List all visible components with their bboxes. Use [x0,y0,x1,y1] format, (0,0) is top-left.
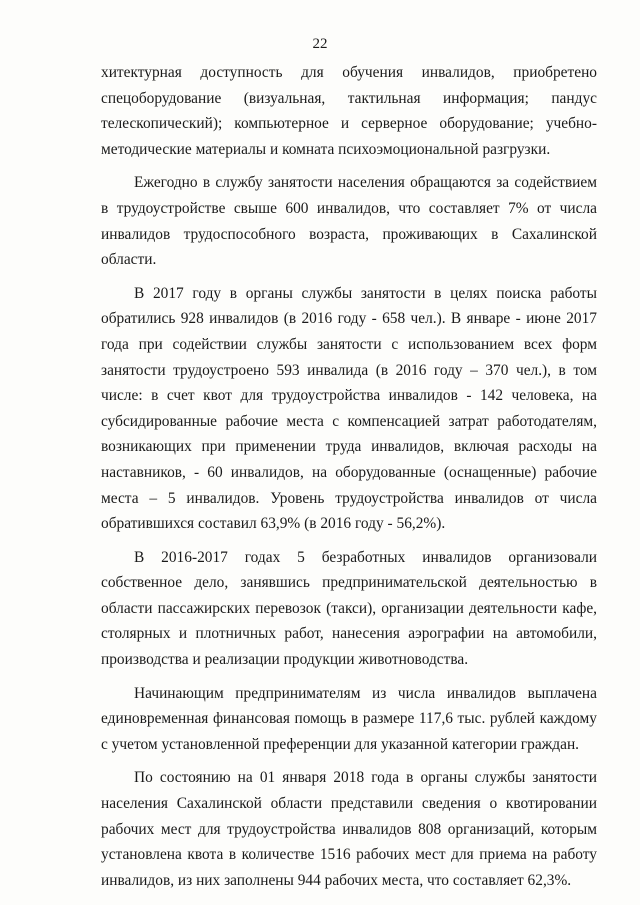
paragraph-entrepreneurship: В 2016-2017 годах 5 безработных инвалидов организовали собственное дело, занявшись предпринимательской деятельностью в области пассажирских перевозок (такси), организации деятельности кафе, столярных и плотничных работ, нанесения аэрографии на автомобили, производства и реализации продукции животноводства. [101,548,597,669]
page-number: 22 [312,36,328,52]
document-body [101,60,597,901]
paragraph-2017-employment: В 2017 году в органы службы занятости в целях поиска работы обратились 928 инвалидов (в 2016 году - 658 чел.). В январе - июне 2017 года при содействии службы занятости с использованием всех форм занятости трудоустроено 593 инвалида (в 2016 году – 370 чел.), в том числе: в счет квот для трудоустройства инвалидов - 142 человека, на субсидированные рабочие места с компенсацией затрат работодателям, возникающих при применении труда инвалидов, включая расходы на наставников, - 60 инвалидов, на оборудованные (оснащенные) рабочие места – 5 инвалидов. Уровень трудоустройства инвалидов от числа обратившихся составил 63,9% (в 2016 году - 56,2%). [101,284,597,533]
paragraph-quota: По состоянию на 01 января 2018 года в органы службы занятости населения Сахалинской области представили сведения о квотировании рабочих мест для трудоустройства инвалидов 808 организаций, которым установлена квота в количестве 1516 рабочих мест для приема на работу инвалидов, из них заполнены 944 рабочих места, что составляет 62,3%. [101,769,597,889]
paragraph-accessibility: хитектурная доступность для обучения инвалидов, приобретено спецоборудование (визуальная, тактильная информация; пандус телескопический); компьютерное и серверное оборудование; учебно-методические материалы и комната психоэмоциональной разгрузки. [101,64,597,158]
paragraph-financial-aid: Начинающим предпринимателям из числа инвалидов выплачена единовременная финансовая помощь в размере 117,6 тыс. рублей каждому с учетом установленной преференции для указанной категории граждан. [101,684,597,753]
paragraph-annual-applications: Ежегодно в службу занятости населения обращаются за содействием в трудоустройстве свыше 600 инвалидов, что составляет 7% от числа инвалидов трудоспособного возраста, проживающих в Сахалинской области. [101,174,597,269]
